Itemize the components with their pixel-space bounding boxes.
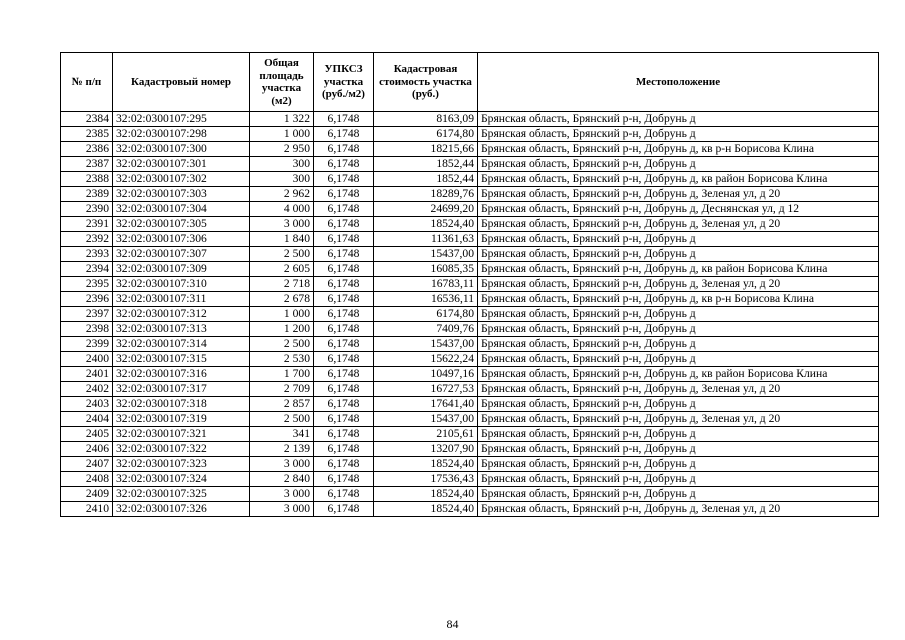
row-number-cell: 2393 <box>61 247 113 262</box>
cadastral-number-cell: 32:02:0300107:323 <box>113 457 250 472</box>
row-number-cell: 2391 <box>61 217 113 232</box>
row-number-cell: 2390 <box>61 202 113 217</box>
cadastral-number-cell: 32:02:0300107:305 <box>113 217 250 232</box>
row-number-cell: 2399 <box>61 337 113 352</box>
row-number-cell: 2389 <box>61 187 113 202</box>
upks-cell: 6,1748 <box>314 232 374 247</box>
row-number-cell: 2397 <box>61 307 113 322</box>
upks-cell: 6,1748 <box>314 277 374 292</box>
area-cell: 1 700 <box>250 367 314 382</box>
cost-cell: 16783,11 <box>374 277 478 292</box>
cost-cell: 15622,24 <box>374 352 478 367</box>
header-location: Местоположение <box>478 53 879 112</box>
cadastral-number-cell: 32:02:0300107:298 <box>113 127 250 142</box>
location-cell: Брянская область, Брянский р-н, Добрунь д, кв р-н Борисова Клина <box>478 142 879 157</box>
row-number-cell: 2386 <box>61 142 113 157</box>
row-number-cell: 2398 <box>61 322 113 337</box>
table-row <box>61 442 879 457</box>
location-cell: Брянская область, Брянский р-н, Добрунь д, кв р-н Борисова Клина <box>478 292 879 307</box>
location-cell: Брянская область, Брянский р-н, Добрунь д <box>478 487 879 502</box>
cost-cell: 10497,16 <box>374 367 478 382</box>
row-number-cell: 2387 <box>61 157 113 172</box>
row-number-cell: 2384 <box>61 112 113 127</box>
location-cell: Брянская область, Брянский р-н, Добрунь д, Зеленая ул, д 20 <box>478 217 879 232</box>
cadastral-number-cell: 32:02:0300107:314 <box>113 337 250 352</box>
header-cadastral-number: Кадастровый номер <box>113 53 250 112</box>
cadastral-number-cell: 32:02:0300107:313 <box>113 322 250 337</box>
cadastral-number-cell: 32:02:0300107:295 <box>113 112 250 127</box>
upks-cell: 6,1748 <box>314 397 374 412</box>
upks-cell: 6,1748 <box>314 187 374 202</box>
table-row <box>61 487 879 502</box>
upks-cell: 6,1748 <box>314 472 374 487</box>
cost-cell: 16536,11 <box>374 292 478 307</box>
location-cell: Брянская область, Брянский р-н, Добрунь д, Зеленая ул, д 20 <box>478 277 879 292</box>
table-row <box>61 382 879 397</box>
cadastral-number-cell: 32:02:0300107:319 <box>113 412 250 427</box>
row-number-cell: 2407 <box>61 457 113 472</box>
location-cell: Брянская область, Брянский р-н, Добрунь д <box>478 472 879 487</box>
table-body <box>61 112 879 517</box>
table-row <box>61 247 879 262</box>
table-row <box>61 142 879 157</box>
area-cell: 2 840 <box>250 472 314 487</box>
cost-cell: 13207,90 <box>374 442 478 457</box>
cost-cell: 18524,40 <box>374 217 478 232</box>
upks-cell: 6,1748 <box>314 307 374 322</box>
header-cost: Кадастровая стоимость участка (руб.) <box>374 53 478 112</box>
header-num: № п/п <box>61 53 113 112</box>
table-row <box>61 157 879 172</box>
cadastral-number-cell: 32:02:0300107:318 <box>113 397 250 412</box>
location-cell: Брянская область, Брянский р-н, Добрунь д <box>478 112 879 127</box>
table-row <box>61 112 879 127</box>
table-row <box>61 502 879 517</box>
row-number-cell: 2401 <box>61 367 113 382</box>
table-row <box>61 322 879 337</box>
location-cell: Брянская область, Брянский р-н, Добрунь д <box>478 352 879 367</box>
area-cell: 2 605 <box>250 262 314 277</box>
cadastral-number-cell: 32:02:0300107:304 <box>113 202 250 217</box>
header-upks: УПКСЗ участка (руб./м2) <box>314 53 374 112</box>
upks-cell: 6,1748 <box>314 427 374 442</box>
upks-cell: 6,1748 <box>314 487 374 502</box>
cost-cell: 15437,00 <box>374 412 478 427</box>
table-row <box>61 217 879 232</box>
area-cell: 341 <box>250 427 314 442</box>
location-cell: Брянская область, Брянский р-н, Добрунь д <box>478 307 879 322</box>
cadastral-number-cell: 32:02:0300107:309 <box>113 262 250 277</box>
upks-cell: 6,1748 <box>314 127 374 142</box>
header-area: Общая площадь участка (м2) <box>250 53 314 112</box>
area-cell: 2 500 <box>250 412 314 427</box>
upks-cell: 6,1748 <box>314 442 374 457</box>
location-cell: Брянская область, Брянский р-н, Добрунь д <box>478 127 879 142</box>
cost-cell: 6174,80 <box>374 307 478 322</box>
table-row <box>61 187 879 202</box>
upks-cell: 6,1748 <box>314 292 374 307</box>
table-row <box>61 262 879 277</box>
cadastral-number-cell: 32:02:0300107:324 <box>113 472 250 487</box>
area-cell: 2 718 <box>250 277 314 292</box>
area-cell: 1 840 <box>250 232 314 247</box>
upks-cell: 6,1748 <box>314 457 374 472</box>
cost-cell: 1852,44 <box>374 172 478 187</box>
table-row <box>61 307 879 322</box>
cadastral-number-cell: 32:02:0300107:317 <box>113 382 250 397</box>
cost-cell: 18289,76 <box>374 187 478 202</box>
area-cell: 2 530 <box>250 352 314 367</box>
cost-cell: 18524,40 <box>374 457 478 472</box>
area-cell: 300 <box>250 172 314 187</box>
row-number-cell: 2409 <box>61 487 113 502</box>
area-cell: 2 950 <box>250 142 314 157</box>
area-cell: 2 139 <box>250 442 314 457</box>
cost-cell: 15437,00 <box>374 247 478 262</box>
location-cell: Брянская область, Брянский р-н, Добрунь д, Зеленая ул, д 20 <box>478 382 879 397</box>
cost-cell: 17536,43 <box>374 472 478 487</box>
table-row <box>61 202 879 217</box>
table-row <box>61 367 879 382</box>
cost-cell: 8163,09 <box>374 112 478 127</box>
cadastral-number-cell: 32:02:0300107:301 <box>113 157 250 172</box>
area-cell: 2 962 <box>250 187 314 202</box>
location-cell: Брянская область, Брянский р-н, Добрунь д, кв район Борисова Клина <box>478 262 879 277</box>
table-row <box>61 457 879 472</box>
area-cell: 2 678 <box>250 292 314 307</box>
area-cell: 1 000 <box>250 127 314 142</box>
row-number-cell: 2408 <box>61 472 113 487</box>
location-cell: Брянская область, Брянский р-н, Добрунь д, кв район Борисова Клина <box>478 367 879 382</box>
area-cell: 1 000 <box>250 307 314 322</box>
cost-cell: 17641,40 <box>374 397 478 412</box>
table-row <box>61 397 879 412</box>
row-number-cell: 2406 <box>61 442 113 457</box>
cadastral-number-cell: 32:02:0300107:316 <box>113 367 250 382</box>
table-header-row <box>61 53 879 112</box>
area-cell: 2 857 <box>250 397 314 412</box>
row-number-cell: 2400 <box>61 352 113 367</box>
cadastral-number-cell: 32:02:0300107:310 <box>113 277 250 292</box>
cost-cell: 24699,20 <box>374 202 478 217</box>
table-row <box>61 172 879 187</box>
table-row <box>61 472 879 487</box>
page-number: 84 <box>446 617 459 631</box>
area-cell: 1 200 <box>250 322 314 337</box>
cadastral-number-cell: 32:02:0300107:302 <box>113 172 250 187</box>
upks-cell: 6,1748 <box>314 142 374 157</box>
location-cell: Брянская область, Брянский р-н, Добрунь д <box>478 232 879 247</box>
row-number-cell: 2392 <box>61 232 113 247</box>
cost-cell: 18215,66 <box>374 142 478 157</box>
area-cell: 2 500 <box>250 247 314 262</box>
upks-cell: 6,1748 <box>314 247 374 262</box>
table-row <box>61 412 879 427</box>
location-cell: Брянская область, Брянский р-н, Добрунь д, Зеленая ул, д 20 <box>478 502 879 517</box>
cadastral-number-cell: 32:02:0300107:315 <box>113 352 250 367</box>
row-number-cell: 2395 <box>61 277 113 292</box>
row-number-cell: 2388 <box>61 172 113 187</box>
upks-cell: 6,1748 <box>314 112 374 127</box>
upks-cell: 6,1748 <box>314 382 374 397</box>
location-cell: Брянская область, Брянский р-н, Добрунь д, Зеленая ул, д 20 <box>478 412 879 427</box>
cadastral-number-cell: 32:02:0300107:306 <box>113 232 250 247</box>
table-row <box>61 427 879 442</box>
cost-cell: 15437,00 <box>374 337 478 352</box>
row-number-cell: 2405 <box>61 427 113 442</box>
location-cell: Брянская область, Брянский р-н, Добрунь д <box>478 397 879 412</box>
location-cell: Брянская область, Брянский р-н, Добрунь д <box>478 157 879 172</box>
area-cell: 300 <box>250 157 314 172</box>
cost-cell: 16727,53 <box>374 382 478 397</box>
upks-cell: 6,1748 <box>314 502 374 517</box>
cadastral-number-cell: 32:02:0300107:303 <box>113 187 250 202</box>
cost-cell: 11361,63 <box>374 232 478 247</box>
cadastral-number-cell: 32:02:0300107:300 <box>113 142 250 157</box>
area-cell: 1 322 <box>250 112 314 127</box>
location-cell: Брянская область, Брянский р-н, Добрунь д <box>478 322 879 337</box>
table-row <box>61 277 879 292</box>
location-cell: Брянская область, Брянский р-н, Добрунь д, Зеленая ул, д 20 <box>478 187 879 202</box>
area-cell: 3 000 <box>250 217 314 232</box>
location-cell: Брянская область, Брянский р-н, Добрунь д <box>478 457 879 472</box>
table-row <box>61 337 879 352</box>
row-number-cell: 2396 <box>61 292 113 307</box>
table-row <box>61 292 879 307</box>
cost-cell: 18524,40 <box>374 502 478 517</box>
row-number-cell: 2394 <box>61 262 113 277</box>
cost-cell: 6174,80 <box>374 127 478 142</box>
area-cell: 3 000 <box>250 487 314 502</box>
row-number-cell: 2403 <box>61 397 113 412</box>
location-cell: Брянская область, Брянский р-н, Добрунь д, кв район Борисова Клина <box>478 172 879 187</box>
cadastral-number-cell: 32:02:0300107:307 <box>113 247 250 262</box>
table-row <box>61 127 879 142</box>
row-number-cell: 2402 <box>61 382 113 397</box>
cost-cell: 2105,61 <box>374 427 478 442</box>
location-cell: Брянская область, Брянский р-н, Добрунь д <box>478 442 879 457</box>
row-number-cell: 2404 <box>61 412 113 427</box>
upks-cell: 6,1748 <box>314 352 374 367</box>
cost-cell: 1852,44 <box>374 157 478 172</box>
area-cell: 2 500 <box>250 337 314 352</box>
area-cell: 3 000 <box>250 457 314 472</box>
cost-cell: 16085,35 <box>374 262 478 277</box>
upks-cell: 6,1748 <box>314 217 374 232</box>
location-cell: Брянская область, Брянский р-н, Добрунь д <box>478 247 879 262</box>
row-number-cell: 2385 <box>61 127 113 142</box>
cadastral-number-cell: 32:02:0300107:326 <box>113 502 250 517</box>
upks-cell: 6,1748 <box>314 202 374 217</box>
area-cell: 4 000 <box>250 202 314 217</box>
upks-cell: 6,1748 <box>314 172 374 187</box>
cadastral-number-cell: 32:02:0300107:321 <box>113 427 250 442</box>
cost-cell: 18524,40 <box>374 487 478 502</box>
cadastral-number-cell: 32:02:0300107:325 <box>113 487 250 502</box>
location-cell: Брянская область, Брянский р-н, Добрунь д <box>478 337 879 352</box>
area-cell: 2 709 <box>250 382 314 397</box>
row-number-cell: 2410 <box>61 502 113 517</box>
table-row <box>61 232 879 247</box>
table-row <box>61 352 879 367</box>
cost-cell: 7409,76 <box>374 322 478 337</box>
upks-cell: 6,1748 <box>314 157 374 172</box>
location-cell: Брянская область, Брянский р-н, Добрунь д, Деснянская ул, д 12 <box>478 202 879 217</box>
upks-cell: 6,1748 <box>314 262 374 277</box>
upks-cell: 6,1748 <box>314 412 374 427</box>
cadastral-number-cell: 32:02:0300107:322 <box>113 442 250 457</box>
upks-cell: 6,1748 <box>314 322 374 337</box>
cadastral-number-cell: 32:02:0300107:312 <box>113 307 250 322</box>
location-cell: Брянская область, Брянский р-н, Добрунь д <box>478 427 879 442</box>
cadastral-table <box>60 52 879 517</box>
upks-cell: 6,1748 <box>314 337 374 352</box>
cadastral-number-cell: 32:02:0300107:311 <box>113 292 250 307</box>
upks-cell: 6,1748 <box>314 367 374 382</box>
area-cell: 3 000 <box>250 502 314 517</box>
